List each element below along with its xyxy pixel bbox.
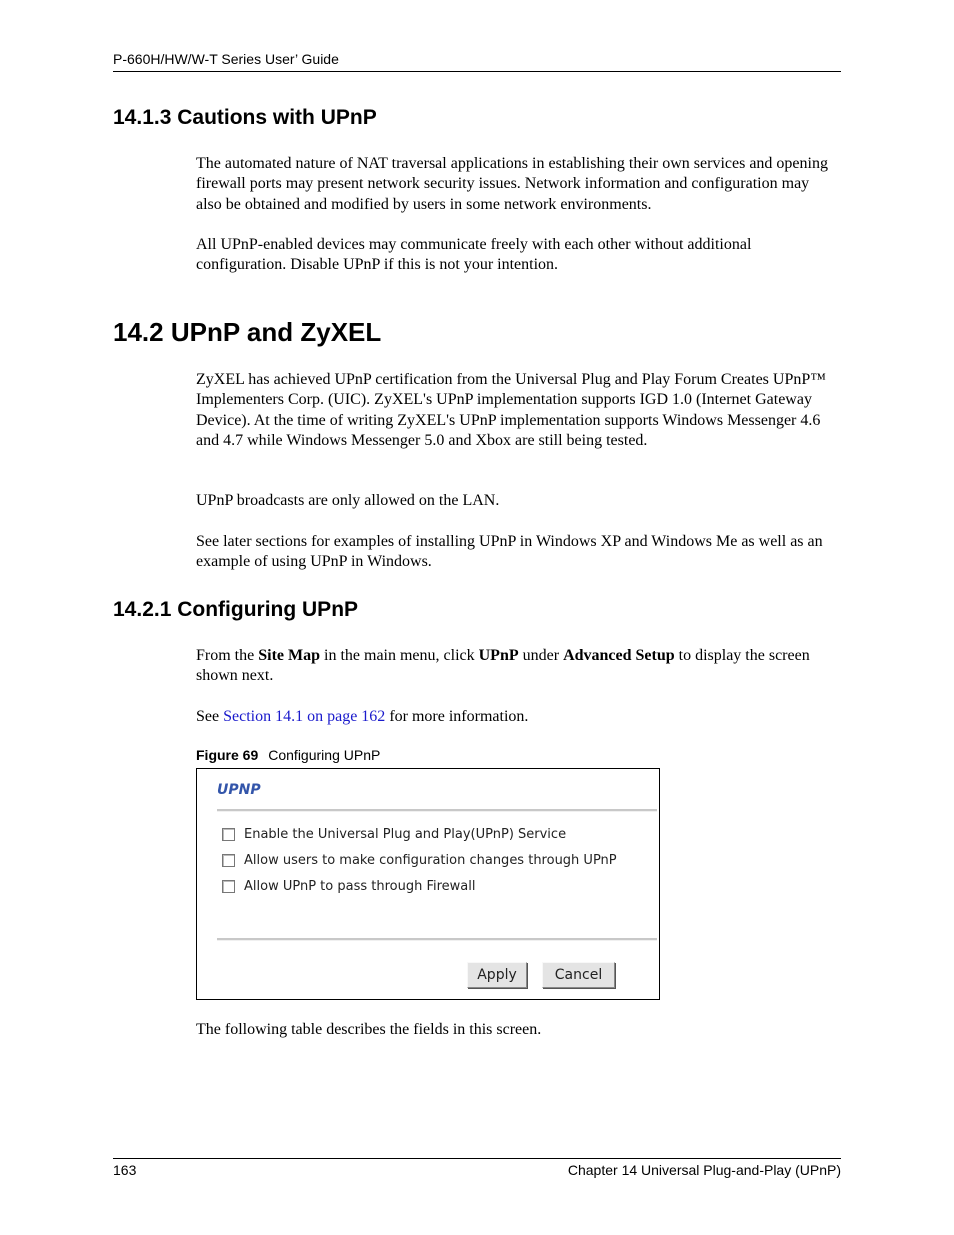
paragraph: All UPnP-enabled devices may communicate freely with each other without additional configuration. Disable UPnP if this is not your intention. xyxy=(196,236,752,274)
option-label: Allow UPnP to pass through Firewall xyxy=(244,879,476,894)
text: From the xyxy=(196,647,259,664)
text: in the main menu, click xyxy=(320,647,479,664)
text: See xyxy=(196,708,224,725)
bold-term: UPnP xyxy=(478,647,519,664)
apply-button[interactable]: Apply xyxy=(467,962,527,988)
divider xyxy=(217,809,657,812)
paragraph-see-section xyxy=(196,707,836,727)
bold-term: Site Map xyxy=(258,647,320,664)
upnp-screen-figure xyxy=(196,768,660,1000)
text: to display the screen shown next. xyxy=(196,647,810,685)
page-number: 163 xyxy=(113,1162,137,1178)
figure-label: Figure 69 xyxy=(196,747,259,763)
header-rule xyxy=(113,71,841,72)
paragraph-configure xyxy=(196,646,836,687)
paragraph: See later sections for examples of installing UPnP in Windows XP and Windows Me as well as an example of using UPnP in Windows. xyxy=(196,533,823,571)
cross-reference-link[interactable]: Section 14.1 on page 162 xyxy=(223,708,386,725)
chapter-footer: Chapter 14 Universal Plug-and-Play (UPnP) xyxy=(567,1162,841,1178)
section-heading-14-1-3: 14.1.3 Cautions with UPnP xyxy=(113,106,377,129)
option-pass-firewall[interactable] xyxy=(222,879,476,894)
option-label: Enable the Universal Plug and Play(UPnP) Service xyxy=(244,827,567,842)
bold-term: Advanced Setup xyxy=(563,647,675,664)
enable-upnp-checkbox[interactable] xyxy=(222,828,235,841)
text: for more information. xyxy=(385,708,529,725)
footer-rule xyxy=(113,1158,841,1159)
upnp-screen-title: UPNP xyxy=(217,782,261,798)
option-enable-upnp[interactable] xyxy=(222,827,566,842)
paragraph: The automated nature of NAT traversal applications in establishing their own services and opening firewall ports may present network security issues. Network information and configuration may also be obtained and modified by users in some network environments. xyxy=(196,155,828,213)
pass-firewall-checkbox[interactable] xyxy=(222,880,235,893)
paragraph: UPnP broadcasts are only allowed on the LAN. xyxy=(196,492,500,509)
option-label: Allow users to make configuration changes through UPnP xyxy=(244,853,617,868)
section-heading-14-2: 14.2 UPnP and ZyXEL xyxy=(113,317,382,347)
paragraph: ZyXEL has achieved UPnP certification from the Universal Plug and Play Forum Creates UPnP™ Implementers Corp. (UIC). ZyXEL's UPnP implementation supports IGD 1.0 (Internet Gateway Device). At the time of writing ZyXEL's UPnP implementation supports Windows Messenger 4.6 and 4.7 while Windows Messenger 5.0 and Xbox are still being tested. xyxy=(196,371,826,449)
paragraph: The following table describes the fields in this screen. xyxy=(196,1021,542,1038)
option-allow-config-changes[interactable] xyxy=(222,853,617,868)
figure-caption-text: Configuring UPnP xyxy=(268,747,381,763)
cancel-button[interactable]: Cancel xyxy=(542,962,615,988)
figure-caption xyxy=(196,747,380,763)
running-header: P-660H/HW/W-T Series User’ Guide xyxy=(113,51,339,67)
allow-config-changes-checkbox[interactable] xyxy=(222,854,235,867)
text: under xyxy=(518,647,564,664)
section-heading-14-2-1: 14.2.1 Configuring UPnP xyxy=(113,598,359,621)
divider xyxy=(217,938,657,941)
